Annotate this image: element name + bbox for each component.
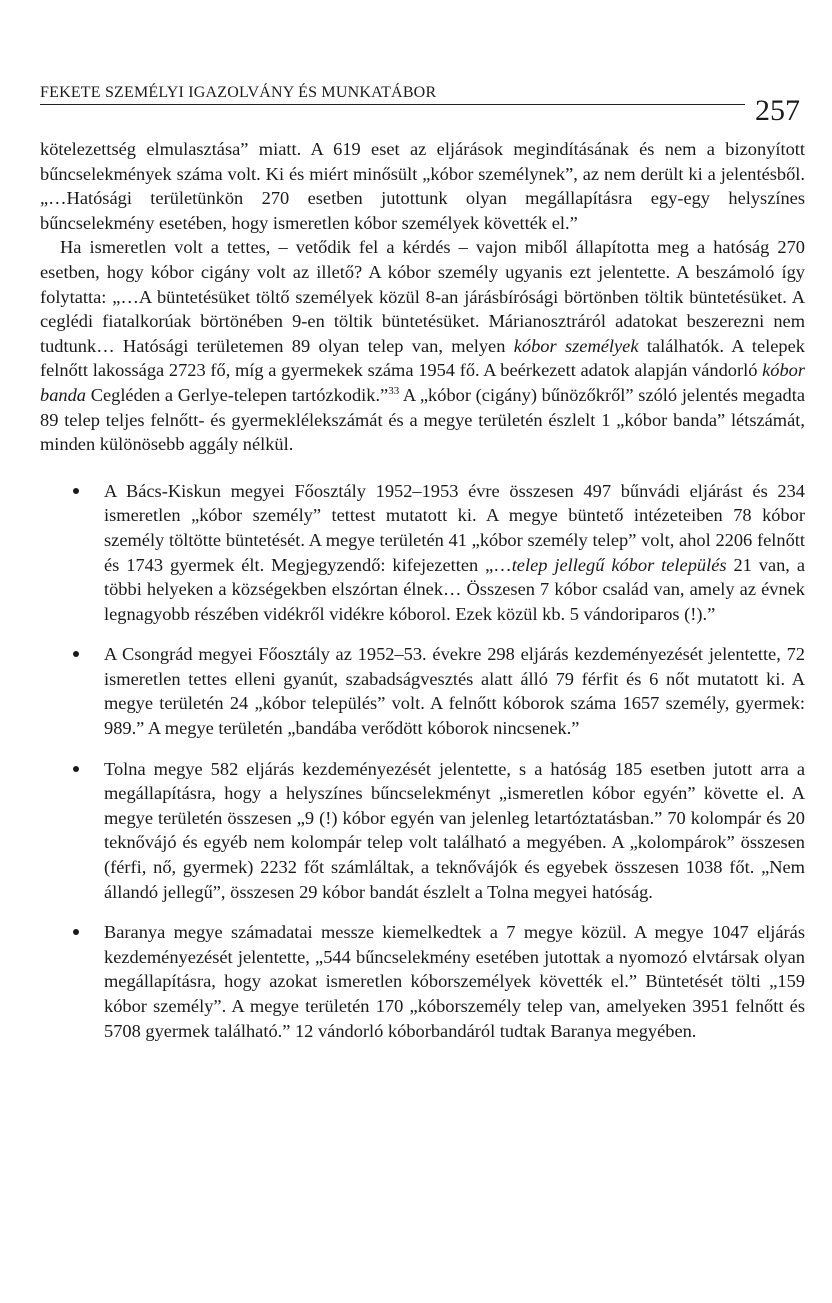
text-run: Tolna megye 582 eljárás kezdeményezését jelentette, s a hatóság 185 esetben jutott arra a megállapításra, hogy a helyszínes bűncselekményt „ismeretlen kóbor egyén” követte el. A megye területén összesen „9 (!) kóbor egyén van jelenleg letartóztatásban.” 70 kolompár és 20 teknővájó és egyéb nem kolompár telep volt található a megyében. A „kolompárok” összesen (férfi, nő, gyermek) 2232 főt számláltak, a teknővájók és egyebek összesen 1038 főt. „Nem állandó jellegű”, összesen 29 kóbor bandát észlelt a Tolna megyei hatóság. bbox=[104, 758, 805, 902]
paragraph-2 bbox=[40, 235, 805, 456]
bullet-icon bbox=[73, 651, 79, 657]
text-run: találhatók. A telepek felnőtt lakossága 2723 fő, míg a gyermekek száma 1954 fő. A beérkezett adatok alapján vándorló bbox=[40, 335, 805, 381]
text-run: A Bács-Kiskun megyei Főosztály 1952–1953 évre összesen 497 bűnvádi eljárást és 234 ismeretlen „kóbor személy” tettest mutatott ki. A megye büntető intézeteiben 78 kóbor személy töltötte büntetését. A megye területén 41 „kóbor személy telep” volt, ahol 2206 felnőtt és 1743 gyermek élt. Megjegyzendő: kifejezetten „… bbox=[104, 480, 805, 575]
text-run: 21 van, a többi helyeken a községekben elszórtan élnek… Összesen 7 kóbor család van, amely az évnek legnagyobb részében vidékről vidékre kóborol. Ezek közül kb. 5 vándoriparos (!).” bbox=[104, 554, 805, 624]
italic-term: kóbor személyek bbox=[513, 335, 639, 356]
text-run: Ha ismeretlen volt a tettes, – vetődik fel a kérdés – vajon miből állapította meg a hatóság 270 esetben, hogy kóbor cigány volt az illető? A kóbor személy ugyanis ezt jelentette. A beszámoló így folytatta: „…A büntetésüket töltő személyek közül 8-an járásbírósági börtönben töltik büntetésüket. A ceglédi fiatalkorúak börtönében 9-en töltik büntetésüket. Márianosztráról adatokat beszerezni nem tudtunk… Hatósági területemen 89 olyan telep van, melyen bbox=[40, 237, 805, 356]
footnote-ref: 33 bbox=[388, 384, 400, 397]
list-item bbox=[40, 642, 805, 740]
italic-term: kóbor banda bbox=[40, 360, 805, 405]
bullet-icon bbox=[73, 488, 79, 494]
bullet-icon bbox=[73, 929, 79, 935]
text-run: Cegléden a Gerlye-telepen tartózkodik.” bbox=[85, 384, 389, 405]
county-report-list bbox=[40, 479, 805, 1043]
text-run: Baranya megye számadatai messze kiemelkedtek a 7 megye közül. A megye 1047 eljárás kezdeményezését jelentette, „544 bűncselekmény esetében jutottak a nyomozó elvtársak olyan megállapításra, hogy azokat ismeretlen kóborszemélyek követték el.” Büntetését tölti „159 kóbor személy”. A megye területén 170 „kóborszemély telep van, amelyeken 3951 felnőtt és 5708 gyermek található.” 12 vándorló kóborbandáról tudtak Baranya megyében. bbox=[104, 922, 805, 1041]
paragraph-1 bbox=[40, 137, 805, 235]
italic-term: telep jellegű kóbor település bbox=[511, 554, 727, 575]
list-item bbox=[40, 757, 805, 905]
running-head bbox=[40, 84, 800, 127]
page-body bbox=[40, 137, 805, 1043]
list-item bbox=[40, 920, 805, 1043]
text-run: A „kóbor (cigány) bűnözőkről” szóló jelentés megadta 89 telep teljes felnőtt- és gyermeklélekszámát és a megye területén észlelt 1 „kóbor banda” létszámát, minden különösebb aggály nélkül. bbox=[40, 384, 805, 455]
text-run: A Csongrád megyei Főosztály az 1952–53. évekre 298 eljárás kezdeményezését jelentette, 72 ismeretlen tettes elleni gyanút, szabadságvesztés alatt álló 79 férfit és 6 nőt mutatott ki. A megye területén 24 „kóbor település” volt. A felnőtt kóborok száma 1657 személy, gyermek: 989.” A megye területén „bandába verődött kóborok nincsenek.” bbox=[104, 644, 805, 739]
list-item bbox=[40, 479, 805, 627]
bullet-icon bbox=[73, 766, 79, 772]
running-head-title: FEKETE SZEMÉLYI IGAZOLVÁNY ÉS MUNKATÁBOR bbox=[40, 84, 437, 101]
text-run: kötelezettség elmulasztása” miatt. A 619 eset az eljárások megindításának és nem a bizonyított bűncselekmények száma volt. Ki és miért minősült „kóbor személynek”, az nem derült ki a jelentésből. „…Hatósági területünkön 270 esetben jutottunk olyan megállapításra egy-egy helyszínes bűncselekmény esetében, hogy ismeretlen kóbor személyek követték el.” bbox=[40, 139, 805, 233]
page-number: 257 bbox=[745, 94, 800, 128]
